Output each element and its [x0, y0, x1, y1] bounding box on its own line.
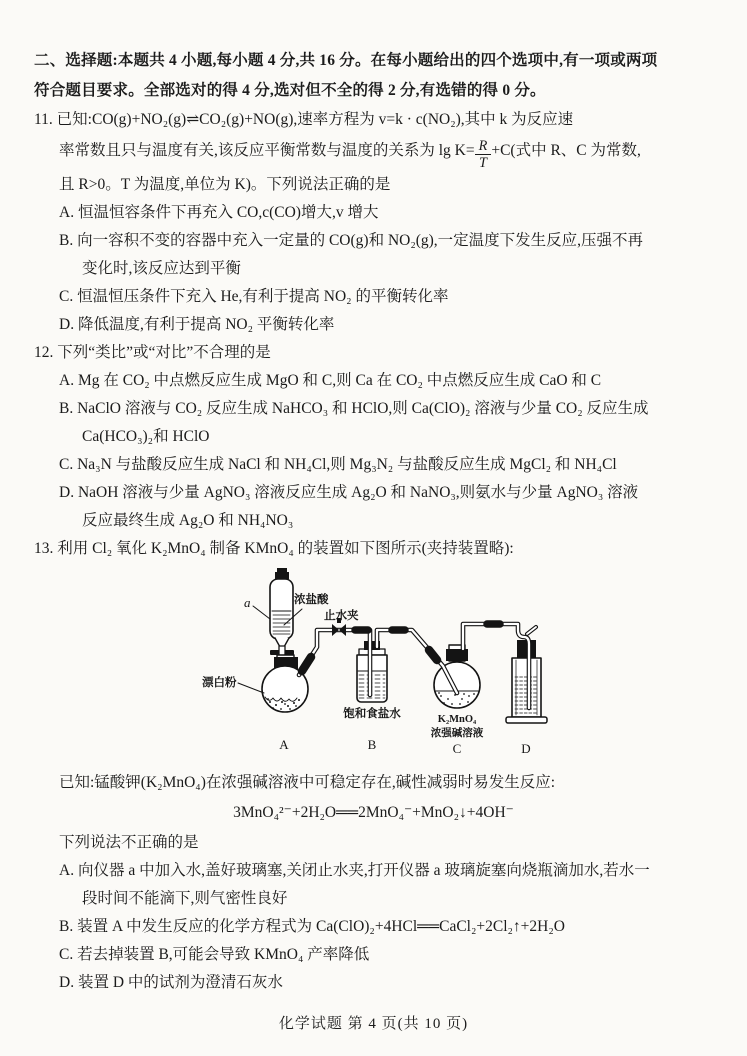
- q11-stem-line2: [34, 134, 713, 171]
- q12-option-b-line1: B. NaClO 溶液与 CO₂ 反应生成 NaHCO₃ 和 HClO,则 Ca(ClO)₂ 溶液与少量 CO₂ 反应生成: [59, 399, 649, 417]
- q13-option-a-line1: A. 向仪器 a 中加入水,盖好玻璃塞,关闭止水夹,打开仪器 a 玻璃旋塞向烧瓶滴加水,若水一: [59, 861, 650, 879]
- section-header-line1: 二、选择题:本题共 4 小题,每小题 4 分,共 16 分。在每小题给出的四个选项中,有一项或两项: [34, 52, 658, 69]
- q13-option-b: B. 装置 A 中发生反应的化学方程式为 Ca(ClO)₂+4HCl══CaCl₂+2Cl₂↑+2H₂O: [59, 917, 565, 935]
- apparatus-diagram: [180, 567, 582, 767]
- q12-option-d-line1: D. NaOH 溶液与少量 AgNO₃ 溶液反应生成 Ag₂O 和 NaNO₃,则氨水与少量 AgNO₃ 溶液: [59, 483, 639, 501]
- apparatus-b-letter: B: [367, 736, 377, 752]
- apparatus-diagram-svg: [180, 567, 582, 762]
- question-11: [34, 106, 713, 339]
- q12-option-a: A. Mg 在 CO₂ 中点燃反应生成 MgO 和 C,则 Ca 在 CO₂ 中点燃反应生成 CaO 和 C: [59, 371, 602, 389]
- q11-option-b-line1: B. 向一容积不变的容器中充入一定量的 CO(g)和 NO₂(g),一定温度下发生反应,压强不再: [59, 231, 644, 249]
- q13-question-stem: 下列说法不正确的是: [59, 833, 199, 851]
- q11-option-a: A. 恒温恒容条件下再充入 CO,c(CO)增大,v 增大: [59, 203, 379, 221]
- alkali-solution-label: 浓强碱溶液: [430, 727, 484, 739]
- flask-a: [262, 655, 308, 712]
- bleaching-powder-label: 漂白粉: [202, 676, 237, 689]
- q13-option-a-line2: 段时间不能滴下,则气密性良好: [82, 889, 288, 907]
- q13-option-d: D. 装置 D 中的试剂为澄清石灰水: [59, 973, 283, 991]
- apparatus-d-letter: D: [521, 740, 531, 756]
- q11-option-b-line2: 变化时,该反应达到平衡: [82, 259, 241, 277]
- apparatus-a-letter: A: [279, 736, 289, 752]
- page-footer: 化学试题 第 4 页(共 10 页): [278, 1015, 469, 1032]
- q12-option-d-line2: 反应最终生成 Ag₂O 和 NH₄NO₃: [82, 511, 294, 529]
- q11-line2-post: +C(式中 R、C 为常数,: [491, 142, 641, 159]
- q12-option-b-line2: Ca(HCO₃)₂和 HClO: [82, 427, 210, 445]
- conc-hcl-label: 浓盐酸: [294, 593, 329, 606]
- kmno4-label: K₂MnO₄: [437, 713, 477, 725]
- q11-stem-line3: 且 R>0。T 为温度,单位为 K)。下列说法正确的是: [59, 175, 391, 193]
- q13-stem: 13. 利用 Cl₂ 氧化 K₂MnO₄ 制备 KMnO₄ 的装置如下图所示(夹持装置略):: [34, 539, 514, 557]
- section-header-line2: 符合题目要求。全部选对的得 4 分,选对但不全的得 2 分,有选错的得 0 分。: [34, 82, 546, 99]
- q13-option-c: C. 若去掉装置 B,可能会导致 KMnO₄ 产率降低: [59, 945, 370, 963]
- q11-option-d: D. 降低温度,有利于提高 NO₂ 平衡转化率: [59, 315, 335, 333]
- apparatus-c-letter: C: [452, 740, 462, 756]
- fraction-numerator: R: [475, 139, 492, 156]
- flask-c: [434, 645, 480, 708]
- q11-option-c: C. 恒温恒压条件下充入 He,有利于提高 NO₂ 的平衡转化率: [59, 287, 449, 305]
- instrument-a-label: a: [244, 594, 251, 610]
- q11-line2-pre: 率常数且只与温度有关,该反应平衡常数与温度的关系为 lg K=: [59, 142, 475, 159]
- saturated-brine-label: 饱和食盐水: [343, 707, 401, 720]
- question-13: [34, 535, 713, 997]
- q11-stem-line1: 11. 已知:CO(g)+NO₂(g)⇌CO₂(g)+NO(g),速率方程为 v=k · c(NO₂),其中 k 为反应速: [34, 111, 574, 128]
- q13-known-info: 已知:锰酸钾(K₂MnO₄)在浓强碱溶液中可稳定存在,碱性减弱时易发生反应:: [59, 773, 556, 791]
- pinch-clamp-label: 止水夹: [324, 609, 359, 622]
- fraction-r-over-t: [475, 139, 492, 171]
- question-12: [34, 339, 713, 535]
- q13-ionic-equation: 3MnO₄²⁻+2H₂O══2MnO₄⁻+MnO₂↓+4OH⁻: [233, 803, 514, 821]
- q12-stem: 12. 下列“类比”或“对比”不合理的是: [34, 343, 271, 361]
- fraction-denominator: T: [479, 155, 487, 172]
- q12-option-c: C. Na₃N 与盐酸反应生成 NaCl 和 NH₄Cl,则 Mg₃N₂ 与盐酸反应生成 MgCl₂ 和 NH₄Cl: [59, 455, 617, 473]
- cylinder-d: [506, 640, 547, 723]
- dropping-funnel: [270, 568, 294, 663]
